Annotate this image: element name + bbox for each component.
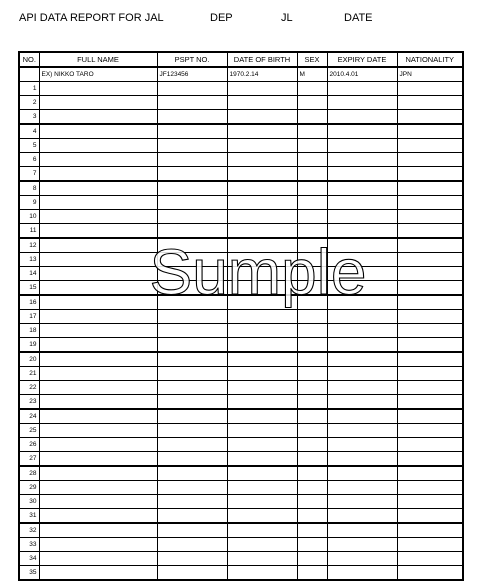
cell-expiry-date[interactable] — [327, 352, 397, 367]
cell-sex[interactable] — [297, 82, 327, 96]
cell-sex[interactable] — [297, 552, 327, 566]
example-expiry-date[interactable]: 2010.4.01 — [327, 67, 397, 82]
row-number: 14 — [19, 267, 39, 281]
cell-pspt-no[interactable] — [157, 181, 227, 196]
cell-expiry-date[interactable] — [327, 367, 397, 381]
cell-pspt-no[interactable] — [157, 96, 227, 110]
table-row — [19, 181, 463, 196]
row-number: 4 — [19, 124, 39, 139]
table-row — [19, 82, 463, 96]
table-row — [19, 481, 463, 495]
cell-expiry-date[interactable] — [327, 338, 397, 353]
cell-nationality[interactable] — [397, 538, 463, 552]
cell-date-of-birth[interactable] — [227, 124, 297, 139]
table-row — [19, 124, 463, 139]
cell-nationality[interactable] — [397, 481, 463, 495]
cell-expiry-date[interactable] — [327, 167, 397, 182]
cell-sex[interactable] — [297, 566, 327, 581]
table-row — [19, 139, 463, 153]
cell-full-name[interactable] — [39, 210, 157, 224]
cell-nationality[interactable] — [397, 224, 463, 239]
cell-nationality[interactable] — [397, 552, 463, 566]
row-number: 18 — [19, 324, 39, 338]
table-row — [19, 210, 463, 224]
cell-sex[interactable] — [297, 424, 327, 438]
cell-date-of-birth[interactable] — [227, 324, 297, 338]
cell-sex[interactable] — [297, 395, 327, 410]
row-number: 31 — [19, 509, 39, 524]
cell-pspt-no[interactable] — [157, 466, 227, 481]
cell-sex[interactable] — [297, 181, 327, 196]
row-number: 26 — [19, 438, 39, 452]
cell-full-name[interactable] — [39, 367, 157, 381]
cell-expiry-date[interactable] — [327, 381, 397, 395]
cell-sex[interactable] — [297, 409, 327, 424]
col-header-date-of-birth: DATE OF BIRTH — [227, 52, 297, 67]
cell-pspt-no[interactable] — [157, 367, 227, 381]
cell-nationality[interactable] — [397, 153, 463, 167]
row-number: 22 — [19, 381, 39, 395]
cell-pspt-no[interactable] — [157, 566, 227, 581]
cell-expiry-date[interactable] — [327, 409, 397, 424]
cell-pspt-no[interactable] — [157, 139, 227, 153]
col-header-expiry-date: EXPIRY DATE — [327, 52, 397, 67]
cell-sex[interactable] — [297, 210, 327, 224]
cell-full-name[interactable] — [39, 153, 157, 167]
cell-expiry-date[interactable] — [327, 96, 397, 110]
cell-nationality[interactable] — [397, 466, 463, 481]
cell-sex[interactable] — [297, 509, 327, 524]
cell-full-name[interactable] — [39, 466, 157, 481]
cell-sex[interactable] — [297, 495, 327, 509]
report-title: API DATA REPORT FOR JAL — [19, 12, 164, 24]
cell-expiry-date[interactable] — [327, 452, 397, 467]
cell-full-name[interactable] — [39, 181, 157, 196]
table-row — [19, 424, 463, 438]
cell-nationality[interactable] — [397, 167, 463, 182]
cell-nationality[interactable] — [397, 367, 463, 381]
row-number: 5 — [19, 139, 39, 153]
sample-watermark — [133, 232, 383, 312]
cell-expiry-date[interactable] — [327, 196, 397, 210]
cell-pspt-no[interactable] — [157, 352, 227, 367]
table-row — [19, 338, 463, 353]
table-row — [19, 110, 463, 125]
cell-date-of-birth[interactable] — [227, 210, 297, 224]
passenger-table — [18, 51, 464, 581]
row-number: 34 — [19, 552, 39, 566]
cell-sex[interactable] — [297, 124, 327, 139]
cell-pspt-no[interactable] — [157, 452, 227, 467]
table-row — [19, 523, 463, 538]
cell-expiry-date[interactable] — [327, 566, 397, 581]
cell-expiry-date[interactable] — [327, 82, 397, 96]
cell-date-of-birth[interactable] — [227, 367, 297, 381]
cell-nationality[interactable] — [397, 253, 463, 267]
cell-nationality[interactable] — [397, 566, 463, 581]
cell-full-name[interactable] — [39, 338, 157, 353]
cell-sex[interactable] — [297, 324, 327, 338]
table-row — [19, 395, 463, 410]
cell-sex[interactable] — [297, 96, 327, 110]
col-header-no: NO. — [19, 52, 39, 67]
cell-sex[interactable] — [297, 153, 327, 167]
row-number: 7 — [19, 167, 39, 182]
cell-pspt-no[interactable] — [157, 438, 227, 452]
cell-pspt-no[interactable] — [157, 82, 227, 96]
table-row — [19, 381, 463, 395]
cell-date-of-birth[interactable] — [227, 523, 297, 538]
row-number: 8 — [19, 181, 39, 196]
table-row — [19, 452, 463, 467]
cell-sex[interactable] — [297, 381, 327, 395]
row-number: 21 — [19, 367, 39, 381]
table-row — [19, 352, 463, 367]
cell-expiry-date[interactable] — [327, 552, 397, 566]
cell-date-of-birth[interactable] — [227, 338, 297, 353]
cell-date-of-birth[interactable] — [227, 110, 297, 125]
cell-date-of-birth[interactable] — [227, 481, 297, 495]
cell-date-of-birth[interactable] — [227, 181, 297, 196]
row-number: 28 — [19, 466, 39, 481]
table-row — [19, 96, 463, 110]
cell-pspt-no[interactable] — [157, 324, 227, 338]
cell-nationality[interactable] — [397, 96, 463, 110]
table-row — [19, 167, 463, 182]
date-label: DATE — [344, 12, 373, 24]
cell-nationality[interactable] — [397, 424, 463, 438]
cell-expiry-date[interactable] — [327, 466, 397, 481]
cell-sex[interactable] — [297, 110, 327, 125]
cell-sex[interactable] — [297, 452, 327, 467]
example-full-name[interactable]: EX) NIKKO TARO — [39, 67, 157, 82]
cell-full-name[interactable] — [39, 82, 157, 96]
table-header-row — [19, 52, 463, 67]
table-row — [19, 466, 463, 481]
cell-nationality[interactable] — [397, 352, 463, 367]
cell-pspt-no[interactable] — [157, 509, 227, 524]
cell-expiry-date[interactable] — [327, 153, 397, 167]
cell-full-name[interactable] — [39, 566, 157, 581]
cell-nationality[interactable] — [397, 409, 463, 424]
cell-expiry-date[interactable] — [327, 438, 397, 452]
example-nationality[interactable]: JPN — [397, 67, 463, 82]
table-row — [19, 367, 463, 381]
cell-sex[interactable] — [297, 438, 327, 452]
row-number: 17 — [19, 310, 39, 324]
row-number: 12 — [19, 238, 39, 253]
cell-nationality[interactable] — [397, 295, 463, 310]
cell-full-name[interactable] — [39, 124, 157, 139]
cell-sex[interactable] — [297, 523, 327, 538]
row-number: 25 — [19, 424, 39, 438]
cell-date-of-birth[interactable] — [227, 381, 297, 395]
table-row — [19, 495, 463, 509]
cell-expiry-date[interactable] — [327, 210, 397, 224]
cell-date-of-birth[interactable] — [227, 82, 297, 96]
cell-expiry-date[interactable] — [327, 395, 397, 410]
table-row — [19, 153, 463, 167]
cell-sex[interactable] — [297, 352, 327, 367]
row-number: 24 — [19, 409, 39, 424]
cell-full-name[interactable] — [39, 495, 157, 509]
cell-full-name[interactable] — [39, 96, 157, 110]
col-header-pspt-no: PSPT NO. — [157, 52, 227, 67]
cell-expiry-date[interactable] — [327, 523, 397, 538]
cell-date-of-birth[interactable] — [227, 139, 297, 153]
cell-date-of-birth[interactable] — [227, 552, 297, 566]
cell-full-name[interactable] — [39, 523, 157, 538]
cell-full-name[interactable] — [39, 139, 157, 153]
cell-sex[interactable] — [297, 139, 327, 153]
row-number: 9 — [19, 196, 39, 210]
cell-nationality[interactable] — [397, 281, 463, 296]
cell-full-name[interactable] — [39, 381, 157, 395]
cell-full-name[interactable] — [39, 409, 157, 424]
example-pspt-no[interactable]: JF123456 — [157, 67, 227, 82]
dep-label: DEP — [210, 12, 233, 24]
col-header-sex: SEX — [297, 52, 327, 67]
cell-expiry-date[interactable] — [327, 139, 397, 153]
cell-date-of-birth[interactable] — [227, 538, 297, 552]
cell-nationality[interactable] — [397, 124, 463, 139]
cell-sex[interactable] — [297, 167, 327, 182]
cell-nationality[interactable] — [397, 395, 463, 410]
cell-pspt-no[interactable] — [157, 409, 227, 424]
table-row — [19, 552, 463, 566]
cell-date-of-birth[interactable] — [227, 424, 297, 438]
cell-date-of-birth[interactable] — [227, 438, 297, 452]
cell-full-name[interactable] — [39, 509, 157, 524]
cell-pspt-no[interactable] — [157, 523, 227, 538]
cell-pspt-no[interactable] — [157, 481, 227, 495]
cell-full-name[interactable] — [39, 424, 157, 438]
watermark-text: Sumple — [149, 236, 367, 308]
row-number: 32 — [19, 523, 39, 538]
row-number: 20 — [19, 352, 39, 367]
table-row — [19, 409, 463, 424]
cell-nationality[interactable] — [397, 438, 463, 452]
cell-nationality[interactable] — [397, 139, 463, 153]
row-number: 19 — [19, 338, 39, 353]
cell-full-name[interactable] — [39, 167, 157, 182]
cell-pspt-no[interactable] — [157, 552, 227, 566]
table-row — [19, 324, 463, 338]
example-date-of-birth[interactable]: 1970.2.14 — [227, 67, 297, 82]
example-row — [19, 67, 463, 82]
cell-date-of-birth[interactable] — [227, 495, 297, 509]
row-number: 3 — [19, 110, 39, 125]
cell-pspt-no[interactable] — [157, 124, 227, 139]
col-header-full-name: FULL NAME — [39, 52, 157, 67]
row-number: 13 — [19, 253, 39, 267]
cell-date-of-birth[interactable] — [227, 452, 297, 467]
cell-full-name[interactable] — [39, 452, 157, 467]
row-number: 27 — [19, 452, 39, 467]
row-number: 35 — [19, 566, 39, 581]
cell-expiry-date[interactable] — [327, 509, 397, 524]
cell-full-name[interactable] — [39, 552, 157, 566]
cell-sex[interactable] — [297, 338, 327, 353]
cell-pspt-no[interactable] — [157, 196, 227, 210]
example-no — [19, 67, 39, 82]
cell-full-name[interactable] — [39, 395, 157, 410]
cell-nationality[interactable] — [397, 381, 463, 395]
cell-pspt-no[interactable] — [157, 495, 227, 509]
cell-sex[interactable] — [297, 466, 327, 481]
cell-expiry-date[interactable] — [327, 324, 397, 338]
cell-date-of-birth[interactable] — [227, 167, 297, 182]
cell-date-of-birth[interactable] — [227, 466, 297, 481]
row-number: 30 — [19, 495, 39, 509]
cell-full-name[interactable] — [39, 110, 157, 125]
cell-expiry-date[interactable] — [327, 110, 397, 125]
cell-pspt-no[interactable] — [157, 538, 227, 552]
row-number: 2 — [19, 96, 39, 110]
jl-label: JL — [281, 12, 293, 24]
table-row — [19, 566, 463, 581]
cell-expiry-date[interactable] — [327, 481, 397, 495]
example-sex[interactable]: M — [297, 67, 327, 82]
row-number: 33 — [19, 538, 39, 552]
cell-full-name[interactable] — [39, 196, 157, 210]
cell-pspt-no[interactable] — [157, 210, 227, 224]
table-row — [19, 438, 463, 452]
cell-sex[interactable] — [297, 367, 327, 381]
cell-nationality[interactable] — [397, 509, 463, 524]
cell-nationality[interactable] — [397, 324, 463, 338]
cell-sex[interactable] — [297, 481, 327, 495]
table-row — [19, 538, 463, 552]
cell-date-of-birth[interactable] — [227, 153, 297, 167]
row-number: 1 — [19, 82, 39, 96]
cell-date-of-birth[interactable] — [227, 196, 297, 210]
cell-expiry-date[interactable] — [327, 424, 397, 438]
cell-sex[interactable] — [297, 538, 327, 552]
cell-expiry-date[interactable] — [327, 181, 397, 196]
cell-nationality[interactable] — [397, 110, 463, 125]
cell-expiry-date[interactable] — [327, 538, 397, 552]
cell-pspt-no[interactable] — [157, 167, 227, 182]
cell-nationality[interactable] — [397, 495, 463, 509]
cell-nationality[interactable] — [397, 196, 463, 210]
cell-date-of-birth[interactable] — [227, 566, 297, 581]
cell-nationality[interactable] — [397, 267, 463, 281]
cell-full-name[interactable] — [39, 538, 157, 552]
col-header-nationality: NATIONALITY — [397, 52, 463, 67]
cell-pspt-no[interactable] — [157, 153, 227, 167]
cell-date-of-birth[interactable] — [227, 509, 297, 524]
row-number: 11 — [19, 224, 39, 239]
cell-full-name[interactable] — [39, 352, 157, 367]
cell-pspt-no[interactable] — [157, 424, 227, 438]
cell-pspt-no[interactable] — [157, 338, 227, 353]
cell-date-of-birth[interactable] — [227, 96, 297, 110]
cell-date-of-birth[interactable] — [227, 352, 297, 367]
cell-pspt-no[interactable] — [157, 110, 227, 125]
table-row — [19, 509, 463, 524]
row-number: 29 — [19, 481, 39, 495]
cell-pspt-no[interactable] — [157, 381, 227, 395]
cell-nationality[interactable] — [397, 238, 463, 253]
row-number: 15 — [19, 281, 39, 296]
row-number: 10 — [19, 210, 39, 224]
cell-date-of-birth[interactable] — [227, 409, 297, 424]
cell-full-name[interactable] — [39, 481, 157, 495]
cell-expiry-date[interactable] — [327, 495, 397, 509]
cell-sex[interactable] — [297, 196, 327, 210]
cell-nationality[interactable] — [397, 210, 463, 224]
cell-nationality[interactable] — [397, 310, 463, 324]
row-number: 16 — [19, 295, 39, 310]
table-row — [19, 196, 463, 210]
cell-expiry-date[interactable] — [327, 124, 397, 139]
cell-full-name[interactable] — [39, 438, 157, 452]
cell-nationality[interactable] — [397, 82, 463, 96]
cell-nationality[interactable] — [397, 452, 463, 467]
cell-nationality[interactable] — [397, 181, 463, 196]
cell-full-name[interactable] — [39, 324, 157, 338]
row-number: 6 — [19, 153, 39, 167]
cell-nationality[interactable] — [397, 338, 463, 353]
row-number: 23 — [19, 395, 39, 410]
cell-date-of-birth[interactable] — [227, 395, 297, 410]
cell-nationality[interactable] — [397, 523, 463, 538]
cell-pspt-no[interactable] — [157, 395, 227, 410]
